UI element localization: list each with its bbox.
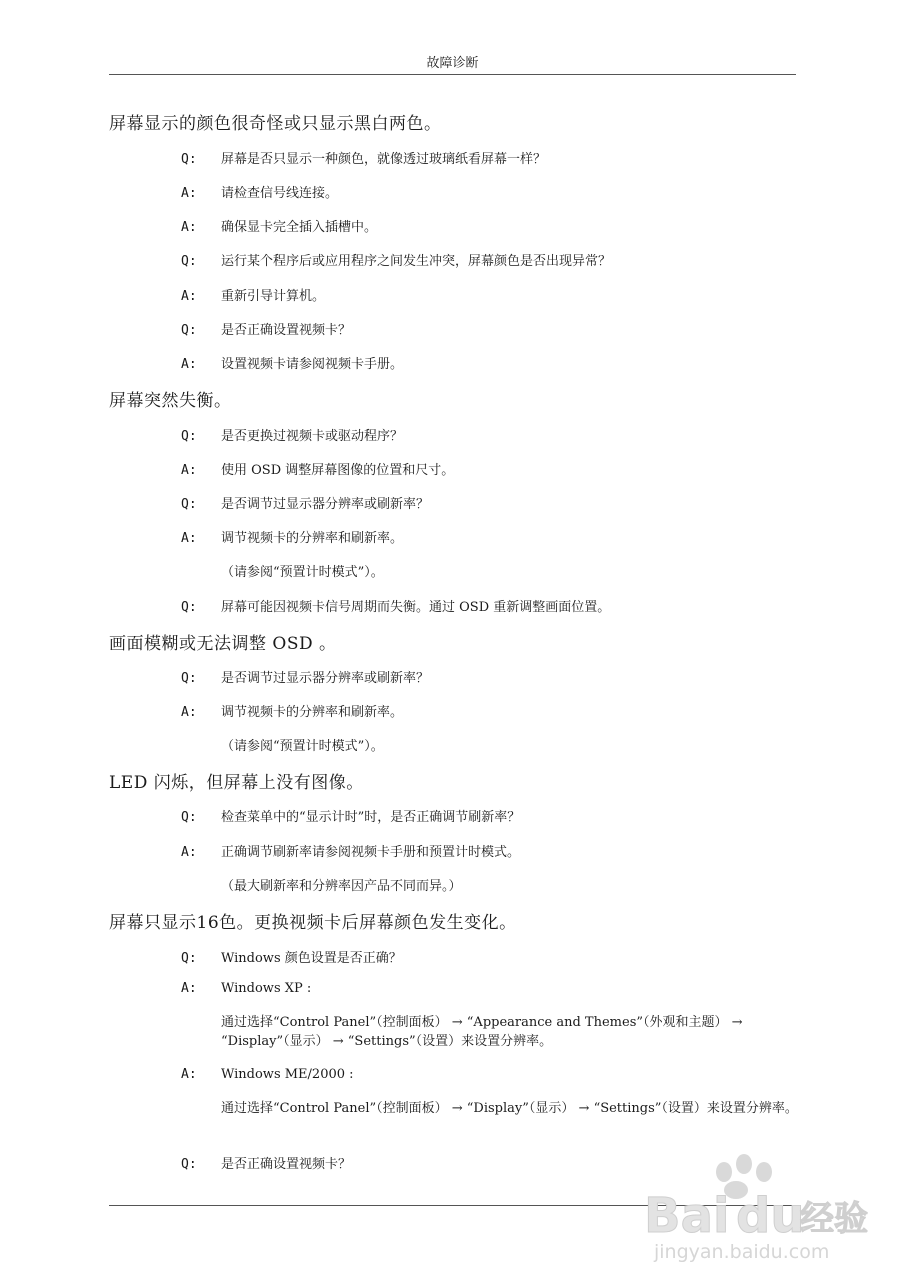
qa-line: [181, 806, 520, 825]
qa-tag: Q:: [181, 152, 197, 167]
qa-line: [181, 981, 311, 996]
qa-tag: Q:: [181, 951, 197, 966]
svg-text:经验: 经验: [800, 1199, 868, 1239]
qa-text: 屏幕可能因视频卡信号周期而失衡。通过 OSD 重新调整画面位置。: [221, 600, 611, 615]
qa-line: [181, 596, 610, 615]
svg-text:du: du: [736, 1188, 805, 1244]
qa-line: [181, 947, 402, 966]
qa-text: 确保显卡完全插入插槽中。: [221, 220, 378, 235]
qa-text: 设置视频卡请参阅视频卡手册。: [221, 357, 404, 372]
qa-text: 是否正确设置视频卡？: [221, 1157, 352, 1172]
section-heading: LED 闪烁，但屏幕上没有图像。: [109, 773, 364, 793]
qa-tag: Q:: [181, 810, 197, 825]
qa-tag: A:: [181, 1067, 197, 1082]
qa-tag: Q:: [181, 600, 197, 615]
qa-tag: Q:: [181, 671, 197, 686]
qa-line: [181, 250, 611, 269]
qa-text: 正确调节刷新率请参阅视频卡手册和预置计时模式。: [221, 845, 521, 860]
qa-tag: A:: [181, 220, 197, 235]
qa-line: [181, 353, 403, 372]
qa-tag: Q:: [181, 254, 197, 269]
qa-tag: Q:: [181, 497, 197, 512]
qa-line: [181, 319, 351, 338]
qa-paragraph: 通过选择“Control Panel”（控制面板） → “Appearance and Themes”（外观和主题） → “Display”（显示） → “Settings”（设置）来设置分辨率。: [221, 1015, 743, 1049]
qa-line: [181, 493, 429, 512]
qa-line: [181, 667, 429, 686]
qa-tag: A:: [181, 463, 197, 478]
qa-line: [181, 527, 403, 546]
qa-text: Windows ME/2000 :: [221, 1067, 354, 1082]
section-heading: 屏幕只显示16色。更换视频卡后屏幕颜色发生变化。: [109, 913, 517, 933]
baidu-watermark-logo: [640, 1150, 880, 1265]
page-header: 故障诊断: [426, 56, 479, 71]
qa-tag: A:: [181, 705, 197, 720]
qa-text: 调节视频卡的分辨率和刷新率。: [221, 705, 404, 720]
qa-text: 是否调节过显示器分辨率或刷新率？: [221, 497, 430, 512]
qa-text: 检查菜单中的“显示计时”时，是否正确调节刷新率？: [221, 810, 521, 825]
qa-line: [181, 182, 338, 201]
section-heading: 画面模糊或无法调整 OSD 。: [109, 634, 337, 654]
qa-text: 重新引导计算机。: [221, 289, 326, 304]
qa-tag: A:: [181, 981, 197, 996]
qa-line: [181, 285, 325, 304]
qa-line: [181, 425, 403, 444]
qa-note: （请参阅“预置计时模式”）。: [221, 739, 384, 754]
qa-tag: Q:: [181, 323, 197, 338]
qa-tag: Q:: [181, 429, 197, 444]
qa-text: Windows 颜色设置是否正确？: [221, 951, 402, 966]
qa-text: 请检查信号线连接。: [221, 186, 339, 201]
qa-tag: A:: [181, 357, 197, 372]
qa-text: 调节视频卡的分辨率和刷新率。: [221, 531, 404, 546]
qa-text: Windows XP :: [221, 981, 312, 996]
qa-paragraph: 通过选择“Control Panel”（控制面板） → “Display”（显示） → “Settings”（设置）来设置分辨率。: [221, 1101, 798, 1116]
qa-tag: A:: [181, 289, 197, 304]
qa-text: 是否正确设置视频卡？: [221, 323, 352, 338]
qa-line: [181, 1153, 351, 1172]
header-rule: [109, 74, 796, 75]
qa-line: [181, 701, 403, 720]
qa-text: 是否调节过显示器分辨率或刷新率？: [221, 671, 430, 686]
svg-text:jingyan.baidu.com: jingyan.baidu.com: [654, 1241, 830, 1263]
qa-text: 是否更换过视频卡或驱动程序？: [221, 429, 404, 444]
qa-tag: Q:: [181, 1157, 197, 1172]
qa-tag: A:: [181, 845, 197, 860]
qa-line: [181, 841, 520, 860]
qa-text: 屏幕是否只显示一种颜色，就像透过玻璃纸看屏幕一样？: [221, 152, 547, 167]
qa-note: （最大刷新率和分辨率因产品不同而异。）: [221, 879, 462, 894]
qa-line: [181, 216, 377, 235]
section-heading: 屏幕突然失衡。: [109, 391, 232, 411]
qa-text: 使用 OSD 调整屏幕图像的位置和尺寸。: [221, 463, 455, 478]
qa-tag: A:: [181, 531, 197, 546]
qa-line: [181, 148, 546, 167]
qa-text: 运行某个程序后或应用程序之间发生冲突，屏幕颜色是否出现异常？: [221, 254, 612, 269]
qa-tag: A:: [181, 186, 197, 201]
qa-line: [181, 459, 454, 478]
qa-line: [181, 1067, 354, 1082]
svg-text:Bai: Bai: [644, 1188, 730, 1244]
qa-note: （请参阅“预置计时模式”）。: [221, 565, 384, 580]
section-heading: 屏幕显示的颜色很奇怪或只显示黑白两色。: [109, 114, 442, 134]
